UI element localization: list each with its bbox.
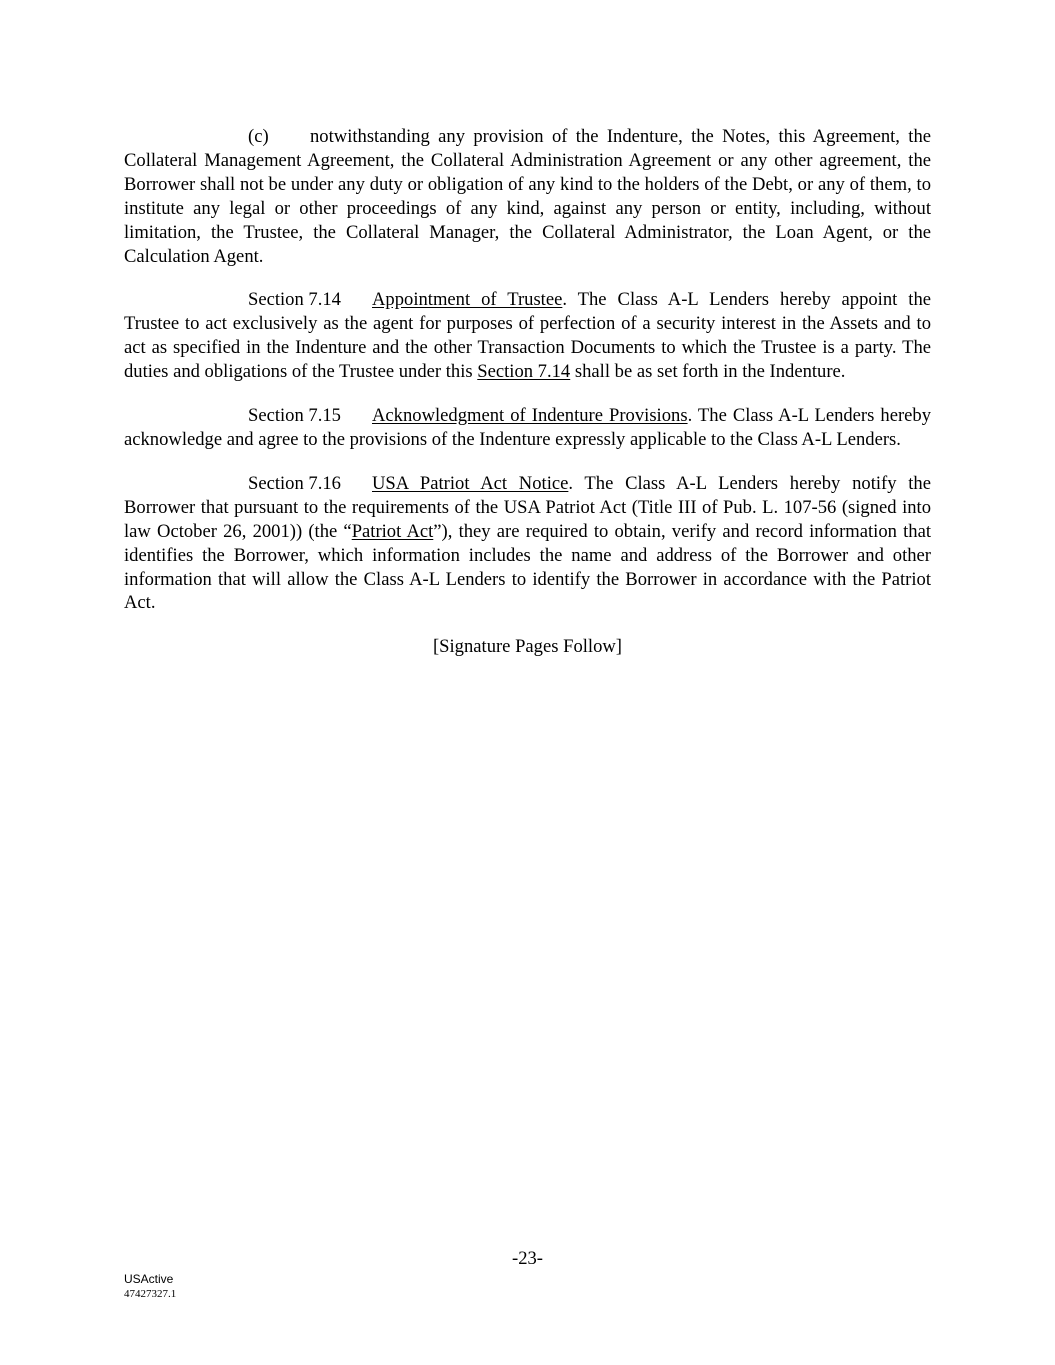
footer-status: USActive — [124, 1272, 174, 1286]
section-heading: Acknowledgment of Indenture Provisions — [372, 405, 688, 427]
page-number: -23- — [512, 1248, 543, 1269]
section-text: . The Class A-L Lenders hereby appoint the Trustee to act exclusively as the agent for purposes of perfection of a security interest in the Assets and to act as specified in the Indenture and the other Transaction Documents to which the Trustee is a party. The duties and obligations of the Trustee under this — [124, 289, 931, 383]
section-text: shall be as set forth in the Indenture. — [570, 361, 846, 383]
paragraph-label: (c) — [248, 126, 269, 147]
document-body — [124, 125, 931, 679]
defined-term: Patriot Act — [351, 520, 434, 542]
section-heading: USA Patriot Act Notice — [372, 472, 569, 494]
section-7-14 — [124, 288, 931, 384]
section-number: Section 7.15 — [248, 405, 341, 427]
section-number: Section 7.16 — [248, 472, 341, 494]
section-text: ”), they are required to obtain, verify and record information that identifies the Borrower, which information includes the name and address of the Borrower and other information that will allow the Class A-L Lenders to identify the Borrower in accordance with the Patriot Act. — [124, 520, 931, 614]
section-heading: Appointment of Trustee — [372, 289, 563, 311]
paragraph-text: notwithstanding any provision of the Indenture, the Notes, this Agreement, the Collateral Management Agreement, the Collateral Administration Agreement or any other agreement, the Borrower shall not be under any duty or obligation of any kind to the holders of the Debt, or any of them, to institute any legal or other proceedings of any kind, against any person or entity, including, without limitation, the Trustee, the Collateral Manager, the Collateral Administrator, the Loan Agent, or the Calculation Agent. — [124, 126, 931, 267]
section-7-15 — [124, 404, 931, 452]
footer-doc-id: 47427327.1 — [124, 1288, 177, 1300]
section-7-16 — [124, 472, 931, 615]
paragraph-c — [124, 125, 931, 268]
section-reference: Section 7.14 — [477, 361, 571, 383]
section-text: . The Class A-L Lenders hereby acknowledge and agree to the provisions of the Indenture expressly applicable to the Class A-L Lenders. — [124, 405, 931, 450]
signature-note: [Signature Pages Follow] — [432, 636, 622, 658]
section-number: Section 7.14 — [248, 289, 341, 311]
section-text: . The Class A-L Lenders hereby notify the Borrower that pursuant to the requirements of the USA Patriot Act (Title III of Pub. L. 107-56 (signed into law October 26, 2001)) (the “ — [124, 472, 931, 542]
